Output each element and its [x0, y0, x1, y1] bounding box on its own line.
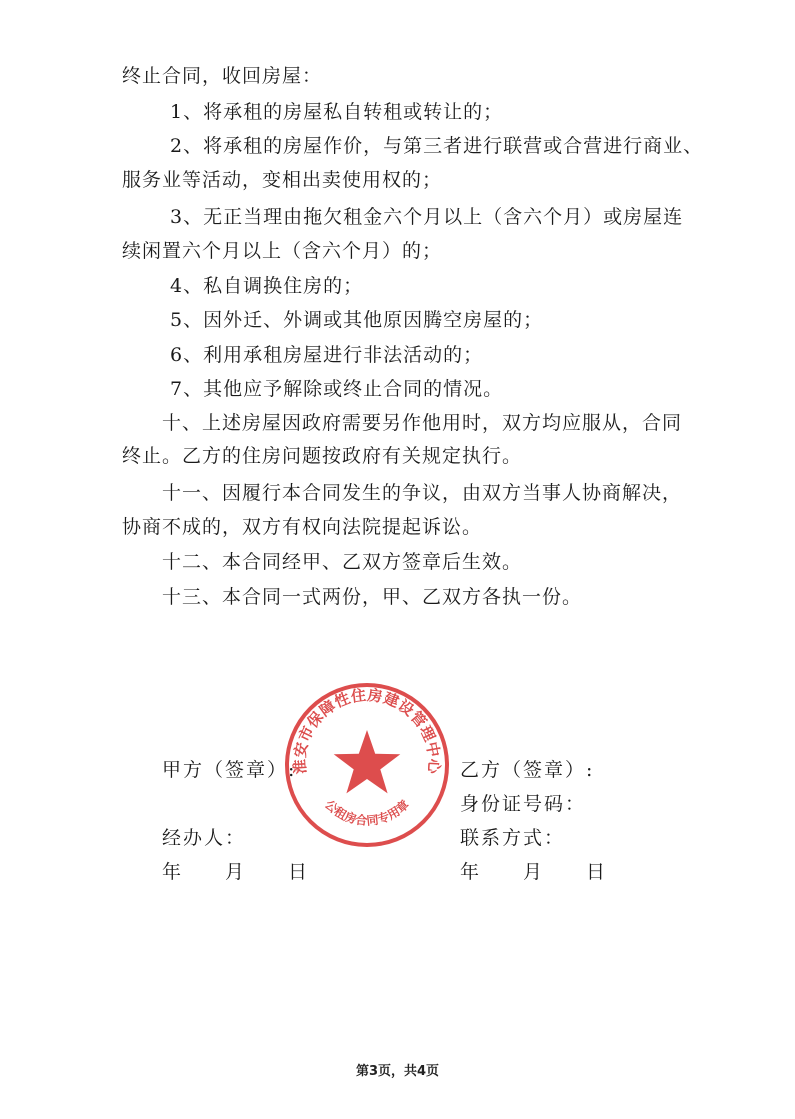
official-seal	[282, 680, 452, 850]
text-line: 7、其他应予解除或终止合同的情况。	[170, 378, 504, 400]
text-line: 3、无正当理由拖欠租金六个月以上（含六个月）或房屋连	[170, 206, 684, 228]
text-line: 十三、本合同一式两份，甲、乙双方各执一份。	[162, 586, 583, 608]
text-line: 1、将承租的房屋私自转租或转让的；	[170, 101, 504, 123]
party-a-agent: 经办人：	[162, 827, 247, 849]
text-line: 终止合同，收回房屋：	[122, 65, 323, 87]
text-line: 服务业等活动，变相出卖使用权的；	[122, 169, 443, 191]
text-line: 终止。乙方的住房问题按政府有关规定执行。	[122, 445, 523, 467]
text-line: 6、利用承租房屋进行非法活动的；	[170, 344, 484, 366]
seal-bottom-text: 公租房合同专用章	[322, 797, 412, 828]
text-line: 十二、本合同经甲、乙双方签章后生效。	[162, 551, 523, 573]
party-b-contact: 联系方式：	[460, 827, 566, 849]
party-b-label: 乙方（签章）:	[460, 759, 595, 781]
party-a-date: 年 月 日	[162, 861, 310, 883]
text-line: 2、将承租的房屋作价，与第三者进行联营或合营进行商业、	[170, 135, 704, 157]
text-line: 5、因外迁、外调或其他原因腾空房屋的；	[170, 309, 544, 331]
text-line: 续闲置六个月以上（含六个月）的；	[122, 240, 443, 262]
text-line: 4、私自调换住房的；	[170, 275, 364, 297]
text-line: 协商不成的，双方有权向法院提起诉讼。	[122, 516, 483, 538]
party-a-label: 甲方（签章）:	[162, 759, 297, 781]
page-number: 第3页，共4页	[355, 1064, 440, 1079]
party-b-id: 身份证号码：	[460, 793, 587, 815]
party-b-date: 年 月 日	[460, 861, 608, 883]
text-line: 十、上述房屋因政府需要另作他用时，双方均应服从，合同	[162, 412, 683, 434]
seal-top-text: 淮安市保障性住房建设管理中心	[290, 686, 444, 775]
seal-star-icon	[334, 730, 401, 793]
text-line: 十一、因履行本合同发生的争议，由双方当事人协商解决，	[162, 482, 683, 504]
